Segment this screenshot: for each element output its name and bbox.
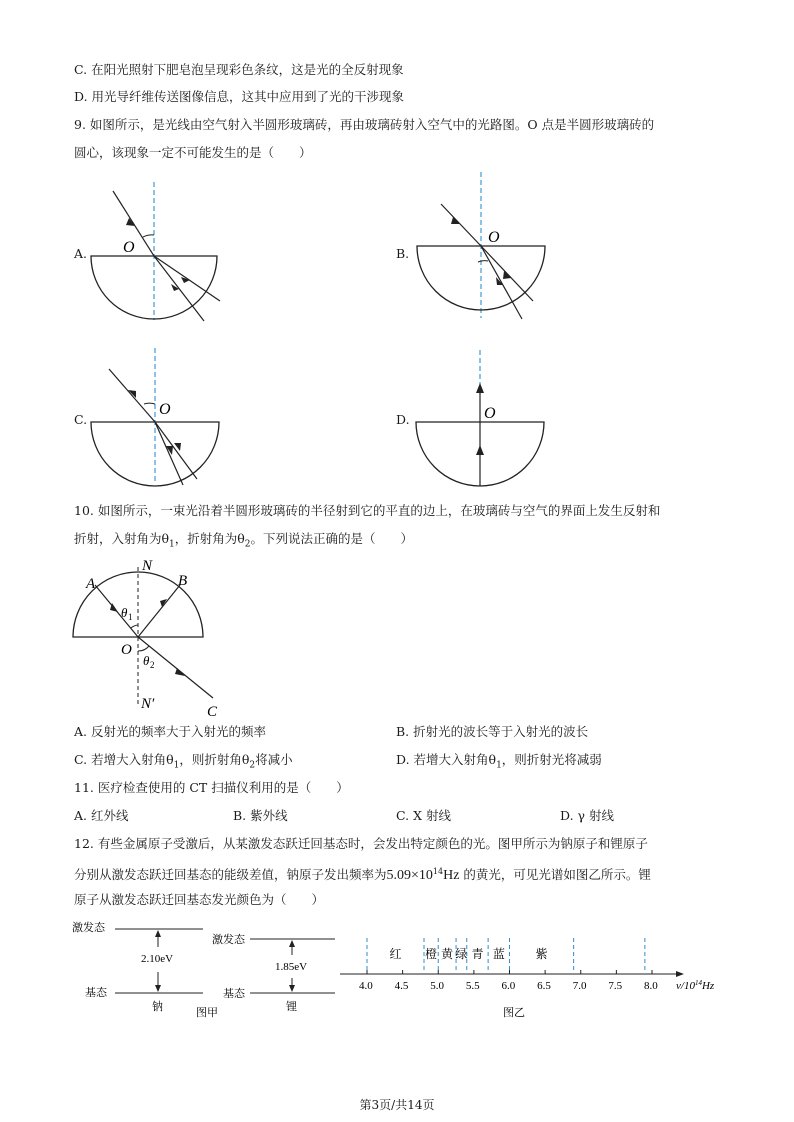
- q8-option-d: D. 用光导纤维传送图像信息，这其中应用到了光的干涉现象: [74, 89, 405, 104]
- axis-tick-label: 4.5: [394, 980, 409, 992]
- q12-stem-line3: 原子从激发态跃迁回基态发光颜色为（ ）: [74, 892, 325, 907]
- q10-option-a: A. 反射光的频率大于入射光的频率: [74, 724, 266, 739]
- theta-2-sub: 2: [150, 660, 155, 670]
- color-band-label: 蓝: [492, 947, 505, 961]
- q11-option-b: B. 紫外线: [233, 808, 288, 823]
- axis-tick-label: 6.5: [537, 980, 551, 992]
- q10-stem-line2: 折射，入射角为$\theta_1$，折射角为$\theta_2$。下列说法正确的是（ ）: [74, 531, 414, 550]
- q9-label-a: A.: [74, 246, 88, 261]
- li-label: 锂: [286, 1001, 297, 1013]
- label-n-prime: N′: [141, 696, 155, 712]
- label-c: C: [207, 704, 218, 720]
- color-band-label: 黄: [441, 947, 454, 961]
- q10-option-c: C. 若增大入射角$\theta_1$，则折射角$\theta_2$将减小: [74, 752, 293, 771]
- axis-tick-label: 5.0: [430, 980, 444, 992]
- axis-unit: $\nu/10^{14}Hz$: [676, 979, 715, 992]
- q11-option-d: D. γ 射线: [560, 808, 614, 823]
- color-band-label: 橙: [425, 947, 438, 961]
- q9-stem-line2: 圆心，该现象一定不可能发生的是（ ）: [74, 145, 312, 160]
- theta-1: θ: [121, 605, 128, 620]
- label-b: B: [178, 573, 188, 589]
- q9-label-b: B.: [396, 246, 410, 261]
- label-a: A: [86, 576, 96, 592]
- center-label: O: [123, 239, 135, 256]
- axis-arrow: [676, 971, 684, 977]
- q12-stem-line1: 12. 有些金属原子受激后，从某激发态跃迁回基态时，会发出特定颜色的光。图甲所示为钠原子和锂原子: [74, 836, 648, 851]
- q9-label-c: C.: [74, 412, 88, 427]
- q12-stem-line2: 分别从激发态跃迁回基态的能级差值，钠原子发出频率为$5.09\times 10^{14}Hz$ 的黄光，可见光谱如图乙所示。锂: [74, 867, 651, 884]
- axis-tick-label: 5.5: [465, 980, 480, 992]
- center-label: O: [484, 405, 496, 422]
- q10-option-b: B. 折射光的波长等于入射光的波长: [396, 724, 589, 739]
- q9-stem-line1: 9. 如图所示，是光线由空气射入半圆形玻璃砖，再由玻璃砖射入空气中的光路图。O 点是半圆形玻璃砖的: [74, 117, 655, 132]
- fig-a-caption: 图甲: [196, 1007, 218, 1019]
- center-label: O: [159, 401, 171, 418]
- color-band-label: 紫: [535, 947, 548, 961]
- theta-2: θ: [143, 653, 150, 668]
- q8-option-c: C. 在阳光照射下肥皂泡呈现彩色条纹，这是光的全反射现象: [74, 62, 404, 77]
- q11-stem: 11. 医疗检查使用的 CT 扫描仪利用的是（ ）: [74, 780, 349, 795]
- q11-option-c: C. X 射线: [396, 808, 451, 823]
- label-n: N: [142, 558, 153, 574]
- q10-option-d: D. 若增大入射角$\theta_1$，则折射光将减弱: [396, 752, 602, 771]
- na-label: 钠: [152, 1001, 163, 1013]
- na-energy: 2.10eV: [141, 953, 174, 965]
- li-excited-label: 激发态: [212, 934, 245, 946]
- theta-1-sub: 1: [128, 612, 133, 622]
- center-label: O: [488, 229, 500, 246]
- page-footer: 第3页/共14页: [359, 1098, 435, 1112]
- axis-tick-label: 7.5: [608, 980, 623, 992]
- q11-option-a: A. 红外线: [74, 808, 129, 823]
- li-ground-label: 基态: [223, 988, 245, 1000]
- axis-tick-label: 7.0: [572, 980, 587, 992]
- q10-stem-line1: 10. 如图所示，一束光沿着半圆形玻璃砖的半径射到它的平直的边上，在玻璃砖与空气的界面上发生反射和: [74, 503, 661, 518]
- fig-b-caption: 图乙: [503, 1007, 525, 1019]
- na-excited-label: 激发态: [72, 922, 105, 934]
- color-band-label: 红: [389, 947, 402, 961]
- na-ground-label: 基态: [85, 987, 107, 999]
- q9-label-d: D.: [396, 412, 410, 427]
- li-energy: 1.85eV: [275, 961, 308, 973]
- axis-tick-label: 8.0: [644, 980, 658, 992]
- label-o: O: [121, 642, 132, 658]
- color-band-label: 绿: [455, 947, 468, 961]
- color-band-label: 青: [471, 947, 484, 961]
- axis-tick-label: 4.0: [359, 980, 373, 992]
- axis-tick-label: 6.0: [501, 980, 516, 992]
